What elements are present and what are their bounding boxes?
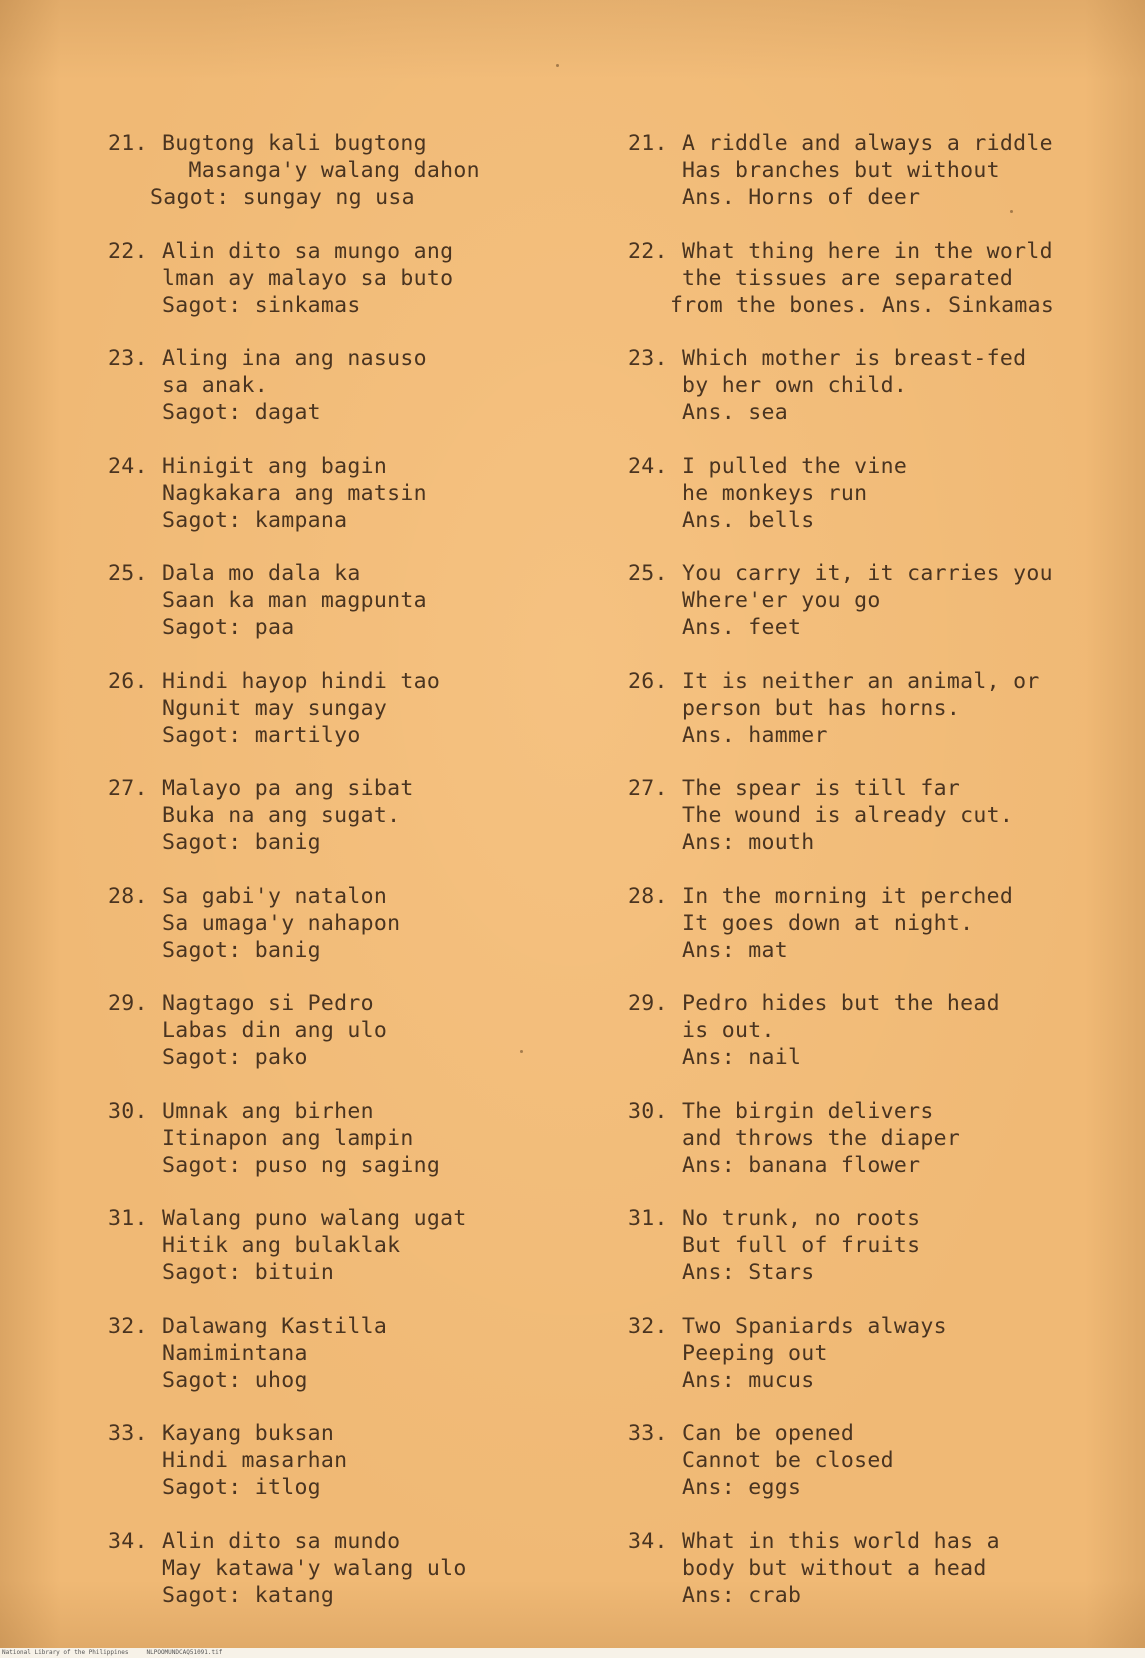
- entry-lines: [682, 990, 1000, 1071]
- riddle-line: Malayo pa ang sibat: [162, 776, 414, 801]
- entry-number: 33.: [628, 1421, 668, 1446]
- entry-number: 28.: [108, 883, 148, 909]
- riddle-line: is out.: [682, 1018, 775, 1043]
- riddle-line: Walang puno walang ugat: [162, 1206, 467, 1231]
- entry-lines: [682, 1528, 1000, 1609]
- entry-lines: [162, 775, 414, 856]
- answer-line: Ans: banana flower: [682, 1152, 921, 1178]
- paper-speck: [556, 64, 559, 67]
- answer-line: Sagot: itlog: [162, 1475, 321, 1500]
- entry-lines: [162, 238, 453, 319]
- entry-lines: [682, 1313, 947, 1394]
- entry-number: 22.: [628, 238, 668, 264]
- riddle-line: Itinapon ang lampin: [162, 1125, 414, 1151]
- riddle-line: Alin dito sa mundo: [162, 1528, 401, 1554]
- entry-number: 31.: [628, 1206, 668, 1231]
- answer-line: Sagot: dagat: [162, 400, 321, 425]
- riddle-line: Sa gabi'y natalon: [162, 883, 388, 909]
- entry-lines: [682, 775, 1013, 856]
- riddle-line: Umnak ang birhen: [162, 1098, 374, 1124]
- entry-number: 32.: [628, 1313, 668, 1339]
- entry-lines: [162, 560, 427, 641]
- riddle-line: Hitik ang bulaklak: [162, 1233, 401, 1258]
- entry-lines: [162, 1528, 467, 1609]
- riddle-line: What in this world has a: [682, 1528, 1000, 1554]
- riddle-line: the tissues are separated: [682, 265, 1014, 291]
- riddle-line: No trunk, no roots: [682, 1206, 921, 1231]
- entry-lines: [682, 130, 1053, 211]
- entry-lines: [682, 1098, 960, 1179]
- entry-lines: [682, 1205, 920, 1286]
- riddle-line: The wound is already cut.: [682, 803, 1014, 828]
- riddle-line: he monkeys run: [682, 480, 868, 506]
- answer-line: Sagot: sungay ng usa: [150, 185, 415, 210]
- riddle-line: Alin dito sa mungo ang: [162, 238, 454, 264]
- entry-lines: [682, 668, 1040, 749]
- paper-speck: [520, 1050, 523, 1053]
- entry-number: 21.: [628, 131, 668, 156]
- entry-number: 27.: [628, 776, 668, 801]
- entry-lines: [682, 453, 907, 534]
- answer-line: Sagot: bituin: [162, 1260, 335, 1285]
- riddle-line: The spear is till far: [682, 776, 961, 801]
- riddle-line: Pedro hides but the head: [682, 991, 1000, 1016]
- riddle-line: Nagkakara ang matsin: [162, 480, 427, 506]
- riddle-line: by her own child.: [682, 373, 908, 398]
- entry-lines: [162, 1098, 440, 1179]
- riddle-line: A riddle and always a riddle: [682, 131, 1053, 156]
- riddle-line: It is neither an animal, or: [682, 668, 1040, 694]
- paper-speck: [1010, 210, 1013, 213]
- riddle-line: It goes down at night.: [682, 910, 974, 936]
- riddle-line: Nagtago si Pedro: [162, 991, 374, 1016]
- entry-lines: [150, 130, 480, 211]
- answer-line: Ans: mucus: [682, 1367, 815, 1393]
- riddle-line: Bugtong kali bugtong: [162, 131, 427, 156]
- answer-line: Sagot: paa: [162, 615, 295, 640]
- answer-line: Ans: nail: [682, 1045, 802, 1070]
- entry-number: 21.: [108, 131, 148, 156]
- entry-number: 22.: [108, 238, 148, 264]
- answer-line: Ans: crab: [682, 1582, 802, 1608]
- riddle-line: Labas din ang ulo: [162, 1018, 388, 1043]
- riddle-line: and throws the diaper: [682, 1125, 961, 1151]
- entry-number: 28.: [628, 883, 668, 909]
- entry-number: 33.: [108, 1421, 148, 1446]
- riddle-line: You carry it, it carries you: [682, 561, 1053, 586]
- riddle-line: What thing here in the world: [682, 238, 1053, 264]
- answer-line: Sagot: uhog: [162, 1367, 308, 1393]
- entry-number: 30.: [108, 1098, 148, 1124]
- riddle-line: But full of fruits: [682, 1233, 921, 1258]
- riddle-line: Sa umaga'y nahapon: [162, 910, 401, 936]
- riddle-line: Saan ka man magpunta: [162, 588, 427, 613]
- entry-number: 34.: [628, 1528, 668, 1554]
- answer-line: Sagot: banig: [162, 830, 321, 855]
- answer-line: Sagot: banig: [162, 937, 321, 963]
- entry-number: 24.: [628, 453, 668, 479]
- archive-footer: National Library of the Philippines NLPOOMUNDCAQ51091.tif: [0, 1648, 1145, 1658]
- entry-number: 23.: [628, 346, 668, 371]
- riddle-line: lman ay malayo sa buto: [162, 265, 454, 291]
- riddle-line: Dalawang Kastilla: [162, 1313, 388, 1339]
- answer-line: Sagot: puso ng saging: [162, 1152, 441, 1178]
- entry-lines: [682, 345, 1026, 426]
- riddle-line: Peeping out: [682, 1340, 828, 1366]
- answer-line: Ans. Horns of deer: [682, 185, 921, 210]
- riddle-line: Hindi hayop hindi tao: [162, 668, 441, 694]
- answer-line: Ans: eggs: [682, 1475, 802, 1500]
- riddle-line: Which mother is breast-fed: [682, 346, 1027, 371]
- riddle-line: Buka na ang sugat.: [162, 803, 401, 828]
- riddle-line: Cannot be closed: [682, 1448, 894, 1473]
- answer-line: Sagot: pako: [162, 1045, 308, 1070]
- answer-line: Sagot: sinkamas: [162, 292, 361, 318]
- riddle-line: Has branches but without: [682, 158, 1000, 183]
- answer-line: Sagot: martilyo: [162, 722, 361, 748]
- entry-number: 31.: [108, 1206, 148, 1231]
- entry-number: 25.: [108, 561, 148, 586]
- answer-line: Ans. bells: [682, 507, 815, 533]
- entry-number: 32.: [108, 1313, 148, 1339]
- riddle-line: Masanga'y walang dahon: [162, 158, 480, 183]
- riddle-line: The birgin delivers: [682, 1098, 934, 1124]
- riddle-line: In the morning it perched: [682, 883, 1014, 909]
- answer-line: Sagot: katang: [162, 1582, 335, 1608]
- answer-line: Ans: mouth: [682, 830, 815, 855]
- entry-lines: [162, 345, 427, 426]
- entry-lines: [682, 883, 1013, 964]
- entry-lines: [162, 1313, 387, 1394]
- entry-number: 26.: [108, 668, 148, 694]
- entry-lines: [162, 453, 427, 534]
- riddle-line: body but without a head: [682, 1555, 987, 1581]
- riddle-line: Ngunit may sungay: [162, 695, 388, 721]
- answer-line: Ans. hammer: [682, 722, 828, 748]
- riddle-line: person but has horns.: [682, 695, 961, 721]
- entry-number: 26.: [628, 668, 668, 694]
- riddle-line: sa anak.: [162, 373, 268, 398]
- entry-lines: [682, 560, 1053, 641]
- riddle-line: Hinigit ang bagin: [162, 453, 388, 479]
- answer-line: Ans. feet: [682, 615, 802, 640]
- answer-line: from the bones. Ans. Sinkamas: [670, 292, 1055, 318]
- entry-lines: [162, 668, 440, 749]
- answer-line: Sagot: kampana: [162, 507, 348, 533]
- answer-line: Ans. sea: [682, 400, 788, 425]
- entry-number: 30.: [628, 1098, 668, 1124]
- entry-number: 34.: [108, 1528, 148, 1554]
- riddle-line: May katawa'y walang ulo: [162, 1555, 467, 1581]
- riddle-line: Kayang buksan: [162, 1421, 335, 1446]
- entry-lines: [162, 1420, 347, 1501]
- entry-lines: [162, 990, 387, 1071]
- riddle-line: Where'er you go: [682, 588, 881, 613]
- riddle-line: Dala mo dala ka: [162, 561, 361, 586]
- entry-number: 27.: [108, 776, 148, 801]
- entry-number: 23.: [108, 346, 148, 371]
- riddle-line: Namimintana: [162, 1340, 308, 1366]
- entry-number: 24.: [108, 453, 148, 479]
- riddle-line: I pulled the vine: [682, 453, 908, 479]
- riddle-line: Hindi masarhan: [162, 1448, 348, 1473]
- riddle-line: Aling ina ang nasuso: [162, 346, 427, 371]
- entry-lines: [670, 238, 1055, 319]
- entry-lines: [682, 1420, 894, 1501]
- answer-line: Ans: Stars: [682, 1260, 815, 1285]
- entry-number: 29.: [108, 991, 148, 1016]
- entry-lines: [162, 883, 400, 964]
- riddle-line: Can be opened: [682, 1421, 855, 1446]
- answer-line: Ans: mat: [682, 937, 788, 963]
- entry-lines: [162, 1205, 467, 1286]
- riddle-line: Two Spaniards always: [682, 1313, 947, 1339]
- entry-number: 25.: [628, 561, 668, 586]
- entry-number: 29.: [628, 991, 668, 1016]
